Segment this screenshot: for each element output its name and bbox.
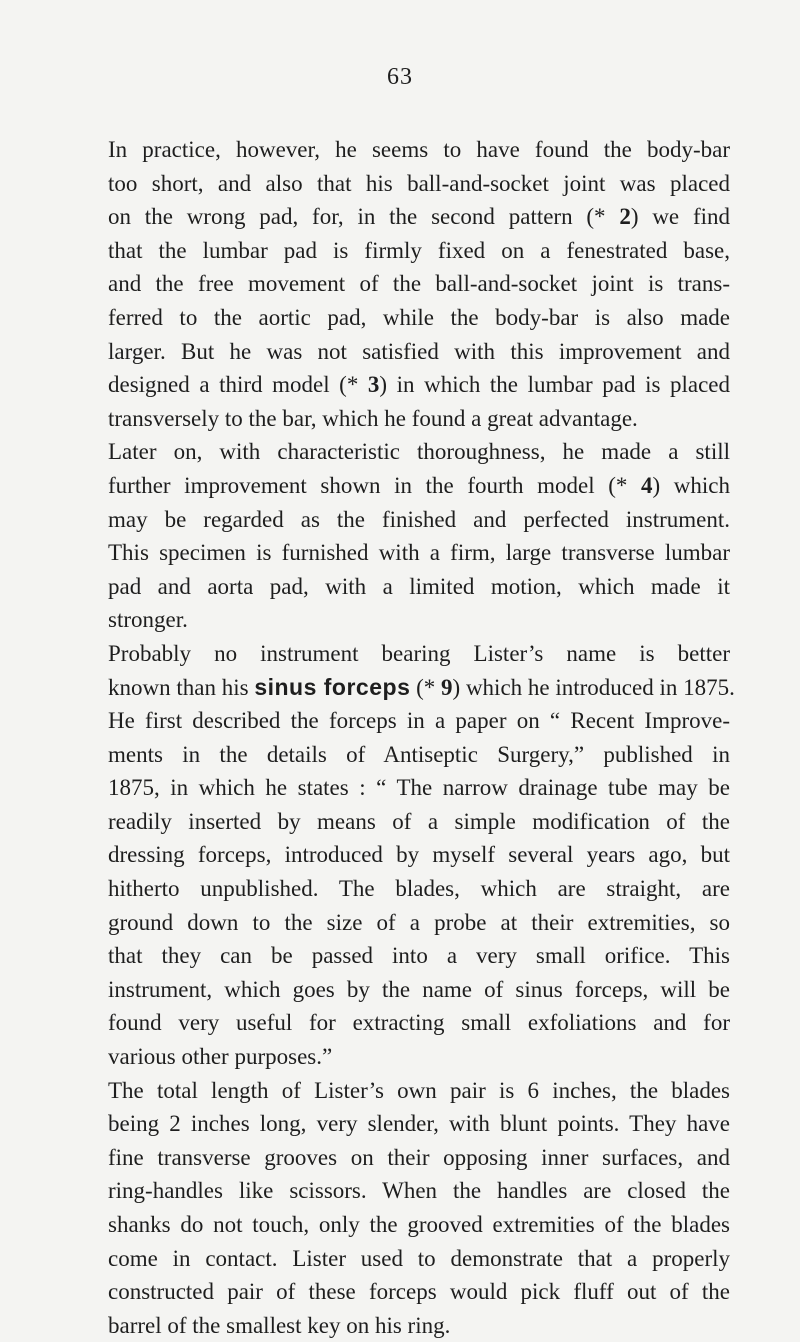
text-segment: ring-handles like scissors. When the handles are closed the xyxy=(108,1178,730,1204)
text-line xyxy=(108,1275,730,1309)
text-line xyxy=(108,1174,730,1208)
text-line xyxy=(108,671,735,705)
text-line xyxy=(108,1309,730,1342)
text-segment: too short, and also that his ball-and-socket joint was placed xyxy=(108,170,730,196)
text-segment: readily inserted by means of a simple modification of the xyxy=(108,808,730,834)
text-segment: He first described the forceps in a paper on “ Recent Improve- xyxy=(108,708,730,734)
text-line xyxy=(108,1242,730,1276)
text-line xyxy=(108,1040,730,1074)
text-segment: Later on, with characteristic thoroughness, he made a still xyxy=(108,439,730,465)
text-segment: ground down to the size of a probe at their extremities, so xyxy=(108,909,730,935)
text-segment: and the free movement of the ball-and-socket joint is trans- xyxy=(108,271,730,297)
page-number: 63 xyxy=(387,64,413,90)
text-segment: ) we find xyxy=(630,204,730,230)
text-segment: (* xyxy=(410,674,442,700)
text-line xyxy=(108,637,730,671)
text-line xyxy=(108,1107,730,1141)
text-segment: fine transverse grooves on their opposing inner surfaces, and xyxy=(108,1144,730,1170)
text-segment: hitherto unpublished. The blades, which are straight, are xyxy=(108,876,730,902)
text-line xyxy=(108,973,730,1007)
text-line xyxy=(108,603,730,637)
text-segment: 2 xyxy=(619,204,631,230)
text-segment: may be regarded as the finished and perfected instrument. xyxy=(108,506,730,532)
text-line xyxy=(108,503,730,537)
text-segment: dressing forceps, introduced by myself several years ago, but xyxy=(108,842,730,868)
text-segment: ) in which the lumbar pad is placed xyxy=(379,372,730,398)
text-line xyxy=(108,1006,730,1040)
text-segment: The total length of Lister’s own pair is 6 inches, the blades xyxy=(108,1077,730,1103)
text-segment: come in contact. Lister used to demonstrate that a properly xyxy=(108,1245,730,1271)
text-line xyxy=(108,738,730,772)
text-line xyxy=(108,939,730,973)
text-segment: found very useful for extracting small exfoliations and for xyxy=(108,1010,730,1036)
text-segment: on the wrong pad, for, in the second pattern (* xyxy=(108,204,620,230)
text-line xyxy=(108,805,730,839)
text-line xyxy=(108,570,730,604)
text-segment: larger. But he was not satisfied with this improvement and xyxy=(108,338,730,364)
text-segment: sinus forceps xyxy=(254,673,411,700)
text-line xyxy=(108,469,730,503)
text-line xyxy=(108,536,730,570)
text-segment: that the lumbar pad is firmly fixed on a fenestrated base, xyxy=(108,237,730,263)
text-segment: 4 xyxy=(641,472,653,498)
text-line xyxy=(108,838,730,872)
body-text xyxy=(108,133,735,1342)
text-line xyxy=(108,1141,730,1175)
text-segment: ferred to the aortic pad, while the body-bar is also made xyxy=(108,304,730,330)
text-line xyxy=(108,1074,730,1108)
text-line xyxy=(108,234,730,268)
text-line xyxy=(108,167,730,201)
text-segment: ) which xyxy=(652,472,730,498)
text-segment: transversely to the bar, which he found a great advantage. xyxy=(108,405,638,431)
text-segment: being 2 inches long, very slender, with blunt points. They have xyxy=(108,1111,730,1137)
text-segment: various other purposes.” xyxy=(108,1044,333,1070)
text-segment: further improvement shown in the fourth model (* xyxy=(108,472,642,498)
text-line xyxy=(108,435,730,469)
text-segment: 9 xyxy=(441,674,453,700)
text-segment: In practice, however, he seems to have found the body-bar xyxy=(108,137,730,162)
text-line xyxy=(108,1208,730,1242)
text-segment: known than his xyxy=(108,674,255,700)
text-segment: instrument, which goes by the name of sinus forceps, will be xyxy=(108,976,730,1002)
text-segment: barrel of the smallest key on his ring. xyxy=(108,1312,451,1338)
text-segment: This specimen is furnished with a firm, large transverse lumbar xyxy=(108,540,730,566)
text-line xyxy=(108,402,730,436)
text-segment: 3 xyxy=(367,372,380,398)
text-line xyxy=(108,368,730,402)
text-segment: constructed pair of these forceps would pick fluff out of the xyxy=(108,1279,730,1305)
text-segment: stronger. xyxy=(108,607,188,633)
text-segment: Probably no instrument bearing Lister’s name is better xyxy=(108,640,730,666)
text-line xyxy=(108,200,730,234)
text-segment: ments in the details of Antiseptic Surgery,” published in xyxy=(108,741,730,767)
text-line xyxy=(108,301,730,335)
text-line xyxy=(108,704,730,738)
text-line xyxy=(108,906,730,940)
text-line xyxy=(108,771,730,805)
text-segment: ) which he introduced in 1875. xyxy=(452,674,735,700)
text-line xyxy=(108,872,730,906)
text-segment: designed a third model (* xyxy=(108,372,368,398)
text-line xyxy=(108,267,730,301)
text-line xyxy=(108,335,730,369)
text-segment: shanks do not touch, only the grooved extremities of the blades xyxy=(108,1212,730,1237)
text-line xyxy=(108,133,730,167)
text-segment: pad and aorta pad, with a limited motion, which made it xyxy=(108,573,730,599)
text-segment: that they can be passed into a very small orifice. This xyxy=(108,943,730,969)
text-segment: 1875, in which he states : “ The narrow drainage tube may be xyxy=(108,775,730,801)
